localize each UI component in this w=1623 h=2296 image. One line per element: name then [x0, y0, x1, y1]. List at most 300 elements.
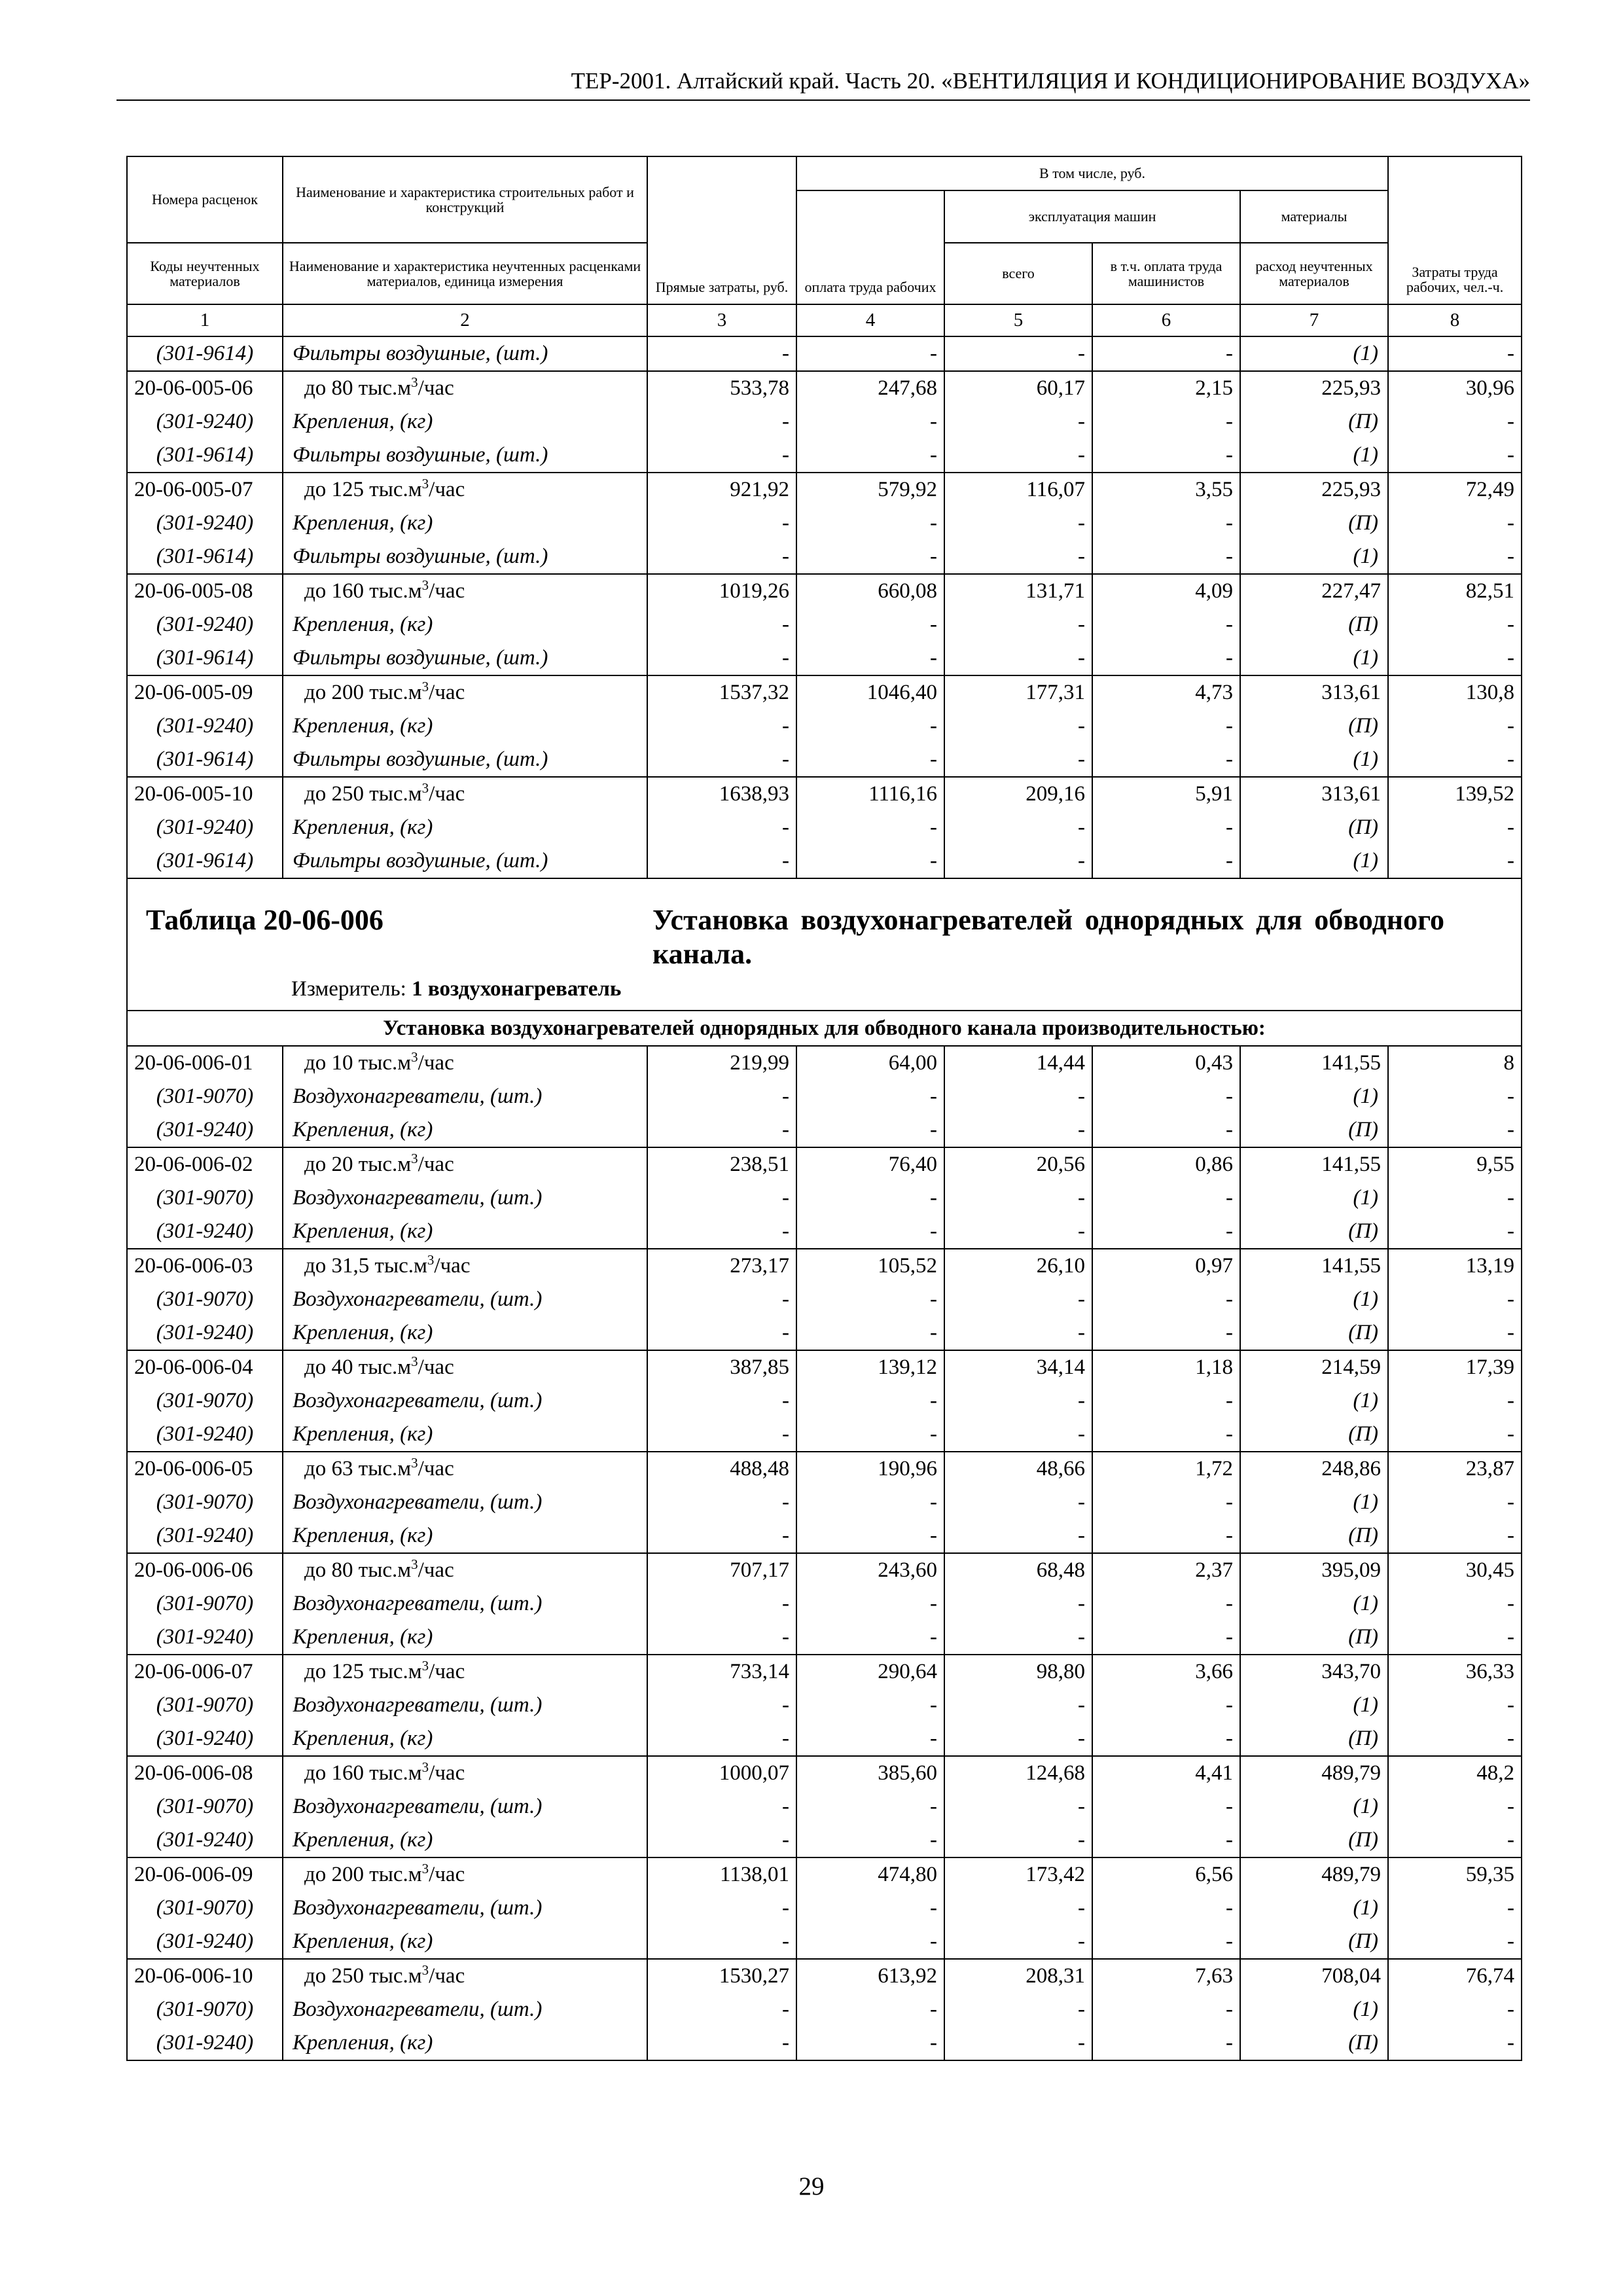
col-number: 6	[1092, 304, 1240, 336]
material-code: (301-9240)	[127, 608, 283, 641]
cell-v7: (П)	[1240, 1316, 1388, 1350]
cell-v5: -	[944, 1689, 1092, 1722]
material-row	[127, 2026, 1522, 2060]
material-row	[127, 1892, 1522, 1925]
material-code: (301-9070)	[127, 1689, 283, 1722]
material-code: (301-9070)	[127, 1080, 283, 1113]
cell-v8: -	[1388, 507, 1522, 540]
cell-v3: -	[647, 1892, 796, 1925]
cell-v5: 26,10	[944, 1249, 1092, 1283]
material-code: (301-9240)	[127, 1925, 283, 1959]
rate-name-text: до 125 тыс.м	[304, 478, 422, 501]
rate-name	[283, 1350, 647, 1384]
material-name: Крепления, (кг)	[283, 1823, 647, 1857]
cell-v3: -	[647, 1418, 796, 1452]
rate-code: 20-06-006-09	[127, 1857, 283, 1892]
header-wages: оплата труда рабочих	[796, 190, 944, 304]
cell-v6: -	[1092, 1621, 1240, 1655]
cell-v5: -	[944, 540, 1092, 574]
cell-v5: -	[944, 1722, 1092, 1756]
cell-v7: (1)	[1240, 743, 1388, 777]
rate-code: 20-06-006-01	[127, 1046, 283, 1080]
cell-v5: -	[944, 1621, 1092, 1655]
meter-label: Измеритель:	[291, 977, 406, 1001]
cell-v7: (1)	[1240, 1486, 1388, 1519]
cell-v4: -	[796, 1080, 944, 1113]
cell-v3: -	[647, 336, 796, 371]
cell-v4: -	[796, 641, 944, 675]
cell-v7: (П)	[1240, 1925, 1388, 1959]
material-name: Фильтры воздушные, (шт.)	[283, 743, 647, 777]
material-name: Крепления, (кг)	[283, 1621, 647, 1655]
meter-value: 1 воздухонагреватель	[412, 977, 622, 1001]
cell-v4: -	[796, 1925, 944, 1959]
cell-v6: 2,37	[1092, 1553, 1240, 1587]
cell-v6: -	[1092, 1418, 1240, 1452]
cell-v7: (П)	[1240, 2026, 1388, 2060]
material-name: Воздухонагреватели, (шт.)	[283, 1283, 647, 1316]
col-number: 1	[127, 304, 283, 336]
cell-v7: 214,59	[1240, 1350, 1388, 1384]
cell-v3: -	[647, 1181, 796, 1215]
cell-v4: -	[796, 1384, 944, 1418]
cell-v7: (П)	[1240, 1823, 1388, 1857]
material-row	[127, 844, 1522, 878]
rate-name-unit: /час	[429, 1761, 465, 1785]
material-name: Воздухонагреватели, (шт.)	[283, 1486, 647, 1519]
cell-v3: 273,17	[647, 1249, 796, 1283]
cell-v5: 34,14	[944, 1350, 1092, 1384]
cell-v6: -	[1092, 336, 1240, 371]
material-row	[127, 1283, 1522, 1316]
rate-row	[127, 1046, 1522, 1080]
cell-v4: -	[796, 1215, 944, 1249]
cell-v7: (1)	[1240, 1790, 1388, 1823]
material-name: Воздухонагреватели, (шт.)	[283, 1790, 647, 1823]
cell-v8: -	[1388, 1621, 1522, 1655]
material-name: Воздухонагреватели, (шт.)	[283, 1080, 647, 1113]
cell-v3: -	[647, 1486, 796, 1519]
cell-v3: -	[647, 507, 796, 540]
rate-row	[127, 574, 1522, 608]
cell-v6: -	[1092, 1283, 1240, 1316]
material-name: Крепления, (кг)	[283, 1925, 647, 1959]
material-code: (301-9240)	[127, 1316, 283, 1350]
material-code: (301-9070)	[127, 1384, 283, 1418]
cell-v8: -	[1388, 1486, 1522, 1519]
cell-v6: 1,72	[1092, 1452, 1240, 1486]
rate-name-text: до 20 тыс.м	[304, 1153, 412, 1176]
material-row	[127, 1384, 1522, 1418]
cell-v7: (1)	[1240, 1587, 1388, 1621]
cell-v4: -	[796, 1823, 944, 1857]
cell-v5: -	[944, 811, 1092, 844]
material-code: (301-9070)	[127, 1993, 283, 2026]
material-row	[127, 1587, 1522, 1621]
cell-v3: -	[647, 709, 796, 743]
cell-v5: -	[944, 608, 1092, 641]
rate-code: 20-06-006-04	[127, 1350, 283, 1384]
cell-v6: 3,55	[1092, 473, 1240, 507]
cell-v4: 64,00	[796, 1046, 944, 1080]
material-name: Крепления, (кг)	[283, 1215, 647, 1249]
cell-v8: -	[1388, 1722, 1522, 1756]
material-name: Фильтры воздушные, (шт.)	[283, 844, 647, 878]
header-machines: эксплуатация машин	[944, 190, 1240, 243]
cell-v3: 533,78	[647, 371, 796, 405]
cell-v8: -	[1388, 1283, 1522, 1316]
material-row	[127, 608, 1522, 641]
cell-v5: -	[944, 1486, 1092, 1519]
table-006-heading	[127, 878, 1522, 1046]
rate-name	[283, 1147, 647, 1181]
cell-v4: 139,12	[796, 1350, 944, 1384]
rate-name	[283, 473, 647, 507]
header-direct-costs: Прямые затраты, руб.	[647, 156, 796, 304]
cell-v8: 9,55	[1388, 1147, 1522, 1181]
cell-v4: -	[796, 844, 944, 878]
col-number: 2	[283, 304, 647, 336]
rate-name	[283, 1655, 647, 1689]
material-row	[127, 709, 1522, 743]
cell-v7: 708,04	[1240, 1959, 1388, 1993]
unit-superscript: 3	[411, 1556, 418, 1572]
cell-v7: 227,47	[1240, 574, 1388, 608]
rate-code: 20-06-005-06	[127, 371, 283, 405]
cell-v6: 1,18	[1092, 1350, 1240, 1384]
cell-v3: -	[647, 1113, 796, 1147]
material-row	[127, 1080, 1522, 1113]
cell-v7: (1)	[1240, 844, 1388, 878]
unit-superscript: 3	[421, 577, 429, 593]
material-code: (301-9070)	[127, 1283, 283, 1316]
cell-v6: -	[1092, 1892, 1240, 1925]
cell-v5: -	[944, 1215, 1092, 1249]
cell-v7: (1)	[1240, 439, 1388, 473]
unit-superscript: 3	[411, 1049, 418, 1065]
cell-v6: 5,91	[1092, 777, 1240, 811]
cell-v7: (1)	[1240, 1892, 1388, 1925]
cell-v6: -	[1092, 709, 1240, 743]
running-header: ТЕР-2001. Алтайский край. Часть 20. «ВЕНТИЛЯЦИЯ И КОНДИЦИОНИРОВАНИЕ ВОЗДУХА»	[116, 68, 1530, 101]
rate-row	[127, 1350, 1522, 1384]
material-name: Воздухонагреватели, (шт.)	[283, 1689, 647, 1722]
cell-v5: -	[944, 1384, 1092, 1418]
cell-v3: -	[647, 405, 796, 439]
cell-v3: -	[647, 844, 796, 878]
cell-v4: -	[796, 608, 944, 641]
cell-v5: -	[944, 743, 1092, 777]
cell-v8: -	[1388, 405, 1522, 439]
cell-v8: 30,45	[1388, 1553, 1522, 1587]
rate-row	[127, 1553, 1522, 1587]
col-number: 4	[796, 304, 944, 336]
rate-code: 20-06-005-07	[127, 473, 283, 507]
cell-v6: 4,73	[1092, 675, 1240, 709]
cell-v3: 733,14	[647, 1655, 796, 1689]
material-code: (301-9240)	[127, 709, 283, 743]
cell-v5: 177,31	[944, 675, 1092, 709]
material-name: Воздухонагреватели, (шт.)	[283, 1993, 647, 2026]
material-code: (301-9070)	[127, 1790, 283, 1823]
cell-v6: -	[1092, 2026, 1240, 2060]
cell-v4: -	[796, 540, 944, 574]
cell-v5: 48,66	[944, 1452, 1092, 1486]
cell-v7: (1)	[1240, 1181, 1388, 1215]
cell-v7: (1)	[1240, 641, 1388, 675]
material-row	[127, 1823, 1522, 1857]
material-row	[127, 1215, 1522, 1249]
rate-name-text: до 80 тыс.м	[304, 1558, 412, 1582]
cell-v4: -	[796, 709, 944, 743]
material-code: (301-9070)	[127, 1486, 283, 1519]
cell-v7: 141,55	[1240, 1046, 1388, 1080]
rate-name-unit: /час	[429, 478, 465, 501]
rate-name-unit: /час	[418, 1153, 454, 1176]
rate-name	[283, 1452, 647, 1486]
unit-superscript: 3	[427, 1252, 435, 1268]
cell-v3: 488,48	[647, 1452, 796, 1486]
cell-v5: -	[944, 844, 1092, 878]
cell-v8: 82,51	[1388, 574, 1522, 608]
cell-v8: 23,87	[1388, 1452, 1522, 1486]
material-row	[127, 405, 1522, 439]
rate-name	[283, 1959, 647, 1993]
cell-v6: 7,63	[1092, 1959, 1240, 1993]
rate-row	[127, 473, 1522, 507]
material-row	[127, 1993, 1522, 2026]
cell-v7: (П)	[1240, 608, 1388, 641]
material-row	[127, 743, 1522, 777]
cell-v4: 243,60	[796, 1553, 944, 1587]
cell-v4: 474,80	[796, 1857, 944, 1892]
cell-v3: -	[647, 1283, 796, 1316]
cell-v4: -	[796, 1993, 944, 2026]
cell-v8: 76,74	[1388, 1959, 1522, 1993]
material-code: (301-9240)	[127, 507, 283, 540]
material-code: (301-9240)	[127, 1823, 283, 1857]
cell-v3: -	[647, 1384, 796, 1418]
rate-name	[283, 675, 647, 709]
cell-v4: -	[796, 811, 944, 844]
cell-v4: 290,64	[796, 1655, 944, 1689]
unit-superscript: 3	[411, 1354, 418, 1369]
cell-v3: -	[647, 1722, 796, 1756]
rate-name	[283, 777, 647, 811]
cell-v7: 489,79	[1240, 1857, 1388, 1892]
cell-v8: -	[1388, 439, 1522, 473]
cell-v5: -	[944, 1892, 1092, 1925]
rate-name-text: до 40 тыс.м	[304, 1355, 412, 1379]
header-unaccounted-materials: расход неучтенных материалов	[1240, 243, 1388, 304]
rate-name-unit: /час	[418, 376, 454, 400]
rate-row	[127, 1452, 1522, 1486]
unit-superscript: 3	[421, 780, 429, 796]
cell-v8: -	[1388, 1080, 1522, 1113]
rate-name-unit: /час	[418, 1457, 454, 1480]
rate-name-text: до 200 тыс.м	[304, 1863, 422, 1886]
cell-v7: 248,86	[1240, 1452, 1388, 1486]
material-name: Крепления, (кг)	[283, 2026, 647, 2060]
cell-v3: 1530,27	[647, 1959, 796, 1993]
cell-v3: -	[647, 1621, 796, 1655]
cell-v4: -	[796, 1621, 944, 1655]
material-name: Воздухонагреватели, (шт.)	[283, 1587, 647, 1621]
cell-v4: -	[796, 405, 944, 439]
material-name: Крепления, (кг)	[283, 507, 647, 540]
material-name: Фильтры воздушные, (шт.)	[283, 439, 647, 473]
material-row	[127, 1925, 1522, 1959]
cell-v8: -	[1388, 336, 1522, 371]
cell-v7: (П)	[1240, 1621, 1388, 1655]
material-code: (301-9614)	[127, 743, 283, 777]
unit-superscript: 3	[421, 1861, 429, 1876]
cell-v8: 48,2	[1388, 1756, 1522, 1790]
cell-v5: -	[944, 2026, 1092, 2060]
cell-v5: -	[944, 1925, 1092, 1959]
material-name: Крепления, (кг)	[283, 1113, 647, 1147]
material-name: Воздухонагреватели, (шт.)	[283, 1892, 647, 1925]
material-code: (301-9240)	[127, 1722, 283, 1756]
cell-v4: -	[796, 336, 944, 371]
cell-v4: -	[796, 1486, 944, 1519]
cell-v5: -	[944, 1181, 1092, 1215]
header-rate-number: Номера расценок	[127, 156, 283, 243]
material-row	[127, 641, 1522, 675]
cell-v3: -	[647, 641, 796, 675]
header-machines-total: всего	[944, 243, 1092, 304]
cell-v7: (П)	[1240, 1722, 1388, 1756]
rate-row	[127, 1756, 1522, 1790]
cell-v7: (П)	[1240, 507, 1388, 540]
cell-v5: 131,71	[944, 574, 1092, 608]
rate-code: 20-06-006-07	[127, 1655, 283, 1689]
material-code: (301-9614)	[127, 641, 283, 675]
cell-v5: -	[944, 1113, 1092, 1147]
cell-v3: 238,51	[647, 1147, 796, 1181]
cell-v8: -	[1388, 743, 1522, 777]
cell-v6: -	[1092, 1113, 1240, 1147]
material-name: Крепления, (кг)	[283, 405, 647, 439]
rate-name	[283, 1857, 647, 1892]
cell-v7: (П)	[1240, 1418, 1388, 1452]
cell-v7: (1)	[1240, 1283, 1388, 1316]
cell-v5: 173,42	[944, 1857, 1092, 1892]
material-row	[127, 1486, 1522, 1519]
cell-v3: 1638,93	[647, 777, 796, 811]
cell-v5: 208,31	[944, 1959, 1092, 1993]
cell-v8: -	[1388, 1113, 1522, 1147]
rate-row	[127, 1147, 1522, 1181]
rate-name-text: до 10 тыс.м	[304, 1051, 412, 1075]
cell-v3: -	[647, 811, 796, 844]
cell-v6: -	[1092, 608, 1240, 641]
rate-row	[127, 1655, 1522, 1689]
rate-row	[127, 1959, 1522, 1993]
cell-v3: -	[647, 1519, 796, 1553]
cell-v5: -	[944, 1283, 1092, 1316]
cell-v3: -	[647, 1080, 796, 1113]
cell-v6: -	[1092, 1993, 1240, 2026]
rates-table	[126, 156, 1522, 2061]
cell-v5: -	[944, 507, 1092, 540]
cell-v4: 1046,40	[796, 675, 944, 709]
cell-v4: 247,68	[796, 371, 944, 405]
cell-v6: 0,43	[1092, 1046, 1240, 1080]
material-name: Крепления, (кг)	[283, 608, 647, 641]
material-code: (301-9070)	[127, 1587, 283, 1621]
cell-v4: -	[796, 1418, 944, 1452]
rate-name	[283, 371, 647, 405]
material-row	[127, 1689, 1522, 1722]
material-name: Фильтры воздушные, (шт.)	[283, 336, 647, 371]
material-code: (301-9240)	[127, 2026, 283, 2060]
cell-v7: 141,55	[1240, 1249, 1388, 1283]
rate-code: 20-06-006-05	[127, 1452, 283, 1486]
material-code: (301-9240)	[127, 1215, 283, 1249]
cell-v3: -	[647, 1823, 796, 1857]
cell-v5: 68,48	[944, 1553, 1092, 1587]
cell-v7: (1)	[1240, 540, 1388, 574]
cell-v4: -	[796, 1587, 944, 1621]
cell-v8: -	[1388, 844, 1522, 878]
material-row	[127, 1722, 1522, 1756]
cell-v4: -	[796, 1316, 944, 1350]
cell-v4: -	[796, 1689, 944, 1722]
cell-v5: -	[944, 1080, 1092, 1113]
cell-v6: 2,15	[1092, 371, 1240, 405]
material-code: (301-9240)	[127, 1519, 283, 1553]
cell-v5: -	[944, 1823, 1092, 1857]
cell-v7: (П)	[1240, 811, 1388, 844]
cell-v7: 225,93	[1240, 371, 1388, 405]
rate-name-text: до 80 тыс.м	[304, 376, 412, 400]
rate-name-unit: /час	[418, 1355, 454, 1379]
cell-v7: 313,61	[1240, 777, 1388, 811]
cell-v8: -	[1388, 1892, 1522, 1925]
material-row	[127, 1790, 1522, 1823]
material-code: (301-9070)	[127, 1892, 283, 1925]
rate-code: 20-06-006-08	[127, 1756, 283, 1790]
material-code: (301-9240)	[127, 1113, 283, 1147]
material-code: (301-9240)	[127, 1418, 283, 1452]
cell-v4: -	[796, 439, 944, 473]
cell-v6: -	[1092, 1689, 1240, 1722]
cell-v5: 60,17	[944, 371, 1092, 405]
rate-code: 20-06-005-09	[127, 675, 283, 709]
cell-v8: -	[1388, 1384, 1522, 1418]
cell-v7: (П)	[1240, 1215, 1388, 1249]
cell-v8: -	[1388, 1418, 1522, 1452]
material-row	[127, 1418, 1522, 1452]
rate-name-text: до 160 тыс.м	[304, 579, 422, 603]
cell-v3: -	[647, 540, 796, 574]
cell-v3: -	[647, 1993, 796, 2026]
rate-name	[283, 1249, 647, 1283]
col-number: 3	[647, 304, 796, 336]
cell-v6: -	[1092, 811, 1240, 844]
cell-v5: 20,56	[944, 1147, 1092, 1181]
rate-name-text: до 31,5 тыс.м	[304, 1254, 427, 1278]
cell-v6: -	[1092, 1486, 1240, 1519]
cell-v5: -	[944, 1519, 1092, 1553]
cell-v4: 579,92	[796, 473, 944, 507]
cell-v3: 1019,26	[647, 574, 796, 608]
cell-v5: -	[944, 336, 1092, 371]
rate-name-unit: /час	[429, 681, 465, 704]
cell-v7: (1)	[1240, 1993, 1388, 2026]
cell-v8: 8	[1388, 1046, 1522, 1080]
